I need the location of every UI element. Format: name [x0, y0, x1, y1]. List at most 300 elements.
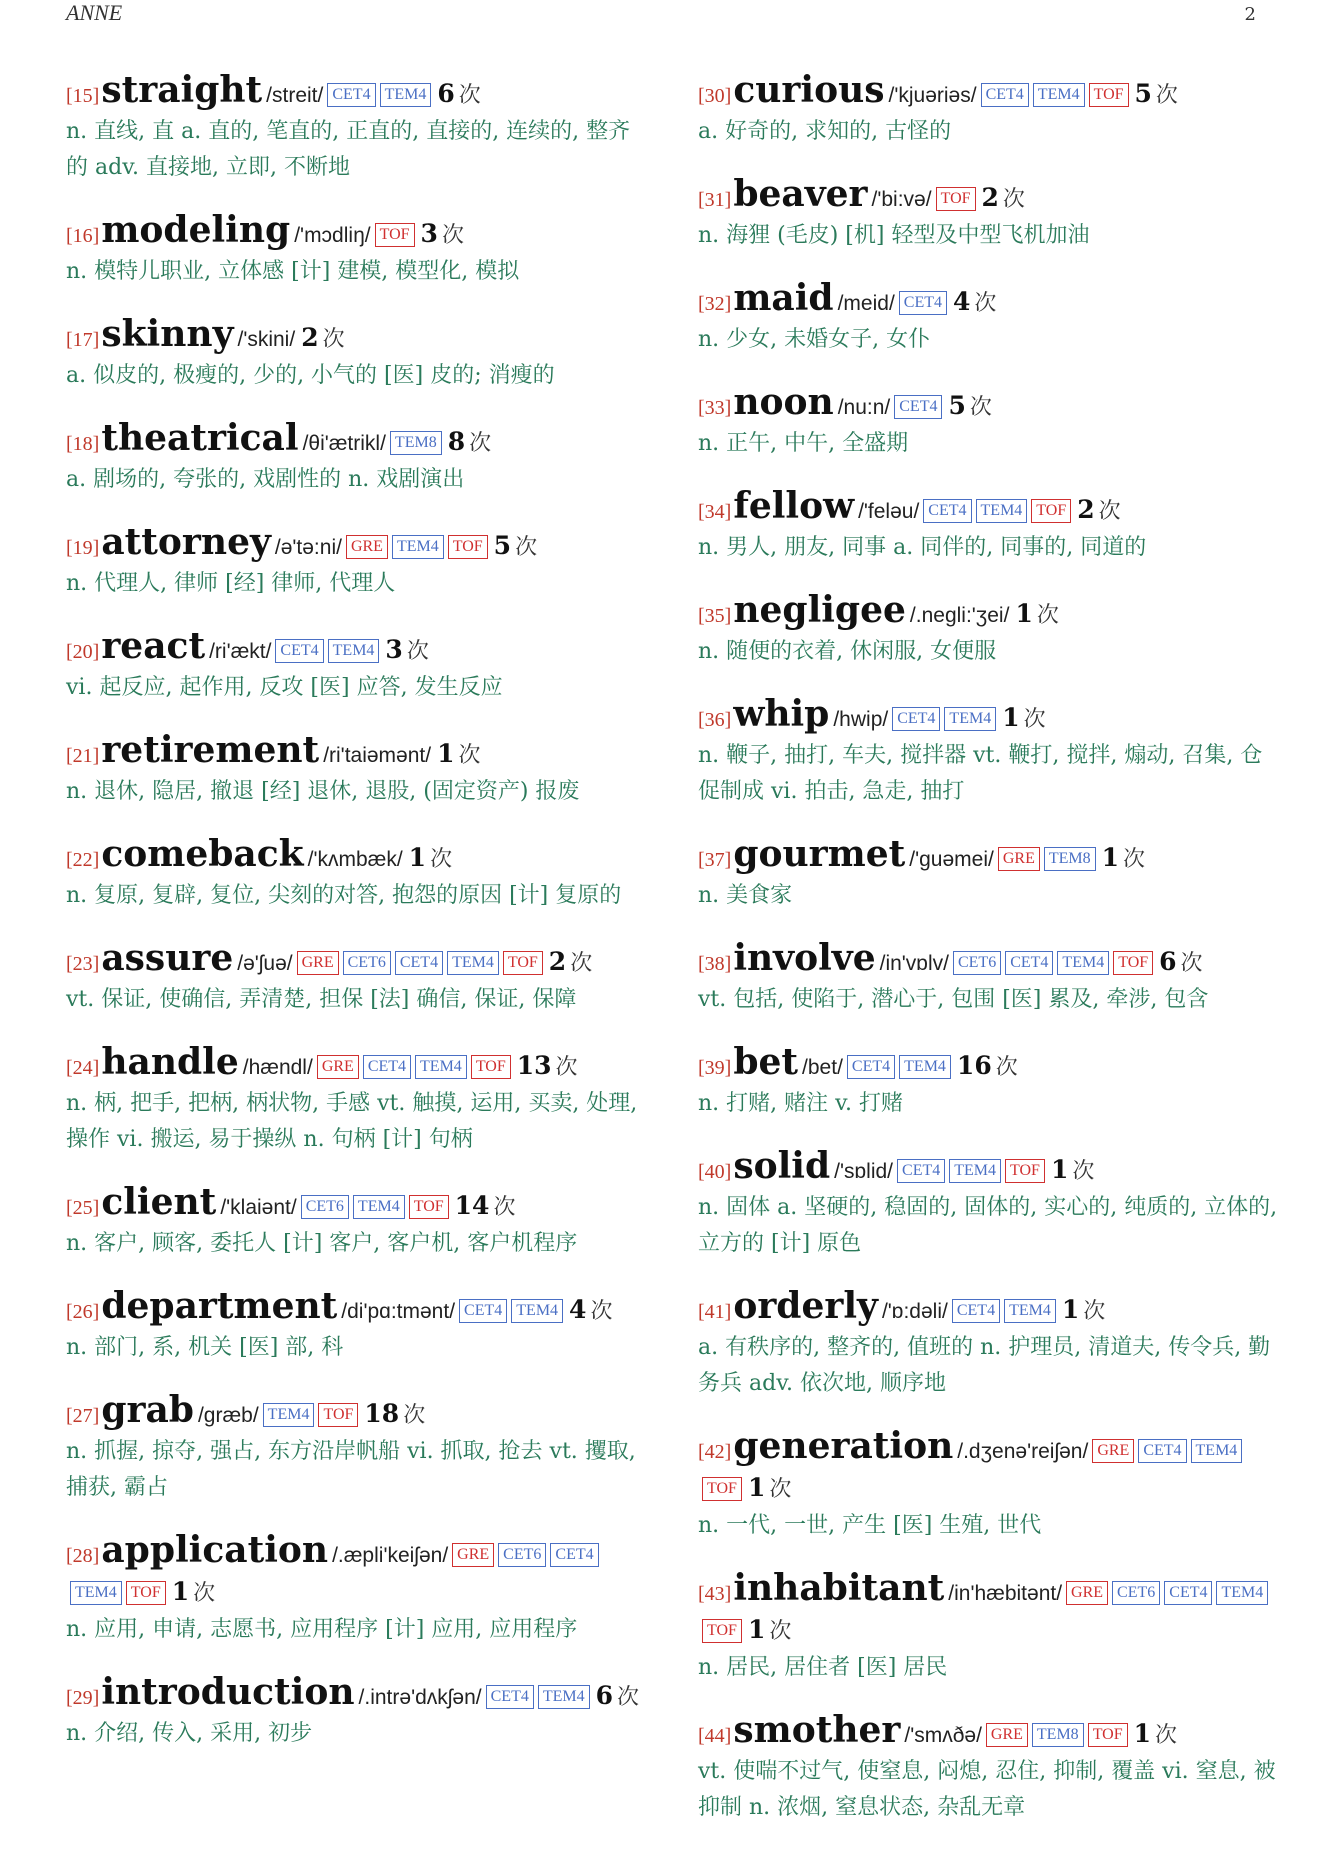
headword: orderly [733, 1285, 878, 1327]
frequency-count: 1 [1101, 843, 1120, 872]
exam-tag-tem4: TEM4 [70, 1581, 122, 1605]
headword: skinny [101, 313, 234, 355]
frequency-count: 14 [454, 1191, 490, 1220]
definition: a. 似皮的, 极瘦的, 少的, 小气的 [医] 皮的; 消瘦的 [66, 363, 555, 388]
entry-index: [30] [698, 85, 732, 107]
frequency-unit: 次 [469, 431, 492, 456]
exam-tag-tem4: TEM4 [944, 707, 996, 731]
frequency-count: 1 [747, 1473, 766, 1502]
frequency-unit: 次 [1036, 603, 1059, 628]
exam-tag-tem4: TEM4 [1033, 83, 1085, 107]
vocab-entry [698, 589, 1278, 670]
frequency-unit: 次 [974, 291, 997, 316]
frequency-count: 16 [956, 1051, 992, 1080]
phonetic: /.intrə'dʌkʃən/ [358, 1686, 482, 1709]
exam-tag-tem8: TEM8 [1032, 1723, 1084, 1747]
entry-index: [19] [66, 537, 100, 559]
headword: department [101, 1285, 338, 1327]
entry-index: [34] [698, 501, 732, 523]
frequency-count: 5 [1134, 79, 1152, 108]
vocab-entry [698, 833, 1278, 914]
headword: react [101, 625, 206, 667]
definition: n. 介绍, 传入, 采用, 初步 [66, 1721, 313, 1746]
entry-index: [20] [66, 641, 100, 663]
frequency-unit: 次 [1123, 847, 1146, 872]
entry-headline [66, 209, 646, 254]
definition: n. 海狸 (毛皮) [机] 轻型及中型飞机加油 [698, 223, 1090, 248]
entry-headline [66, 625, 646, 670]
entry-headline [66, 1389, 646, 1434]
vocab-entry [66, 729, 646, 810]
exam-tag-tem4: TEM4 [511, 1299, 563, 1323]
exam-tag-tem4: TEM4 [353, 1195, 405, 1219]
vocab-entry [698, 381, 1278, 462]
headword: inhabitant [733, 1567, 945, 1609]
entry-index: [21] [66, 745, 100, 767]
vocab-entry [66, 1671, 646, 1752]
definition: n. 应用, 申请, 志愿书, 应用程序 [计] 应用, 应用程序 [66, 1617, 578, 1642]
headword: noon [733, 381, 834, 423]
entry-headline [698, 277, 1278, 322]
frequency-count: 2 [301, 323, 319, 352]
headword: curious [733, 69, 885, 111]
headword: fellow [733, 485, 855, 527]
exam-tag-cet4: CET4 [550, 1543, 598, 1567]
exam-tag-cet4: CET4 [847, 1055, 895, 1079]
exam-tag-cet4: CET4 [486, 1685, 534, 1709]
frequency-unit: 次 [406, 639, 429, 664]
phonetic: /'ɒ:dəli/ [881, 1300, 948, 1323]
vocab-entry [698, 937, 1278, 1018]
vocab-entry [66, 1389, 646, 1506]
exam-tag-tof: TOF [503, 951, 543, 975]
vocab-entry [66, 1285, 646, 1366]
vocab-entry [66, 209, 646, 290]
frequency-count: 13 [516, 1051, 552, 1080]
entry-headline [698, 173, 1278, 218]
phonetic: /'guəmei/ [909, 848, 994, 871]
headword: straight [101, 69, 263, 111]
exam-tag-gre: GRE [1066, 1581, 1108, 1605]
entry-headline [66, 313, 646, 358]
frequency-count: 4 [569, 1295, 587, 1324]
entry-headline [698, 1145, 1278, 1190]
exam-tag-tem4: TEM4 [1216, 1581, 1268, 1605]
exam-tag-tem4: TEM4 [1004, 1299, 1056, 1323]
headword: whip [733, 693, 830, 735]
frequency-count: 8 [447, 427, 466, 456]
definition: n. 打赌, 赌注 v. 打赌 [698, 1091, 903, 1116]
exam-tag-tem4: TEM4 [380, 83, 432, 107]
phonetic: /ə'tə:ni/ [274, 536, 342, 559]
vocab-entry [66, 521, 646, 602]
phonetic: /ri'ækt/ [209, 640, 272, 663]
frequency-unit: 次 [1072, 1159, 1095, 1184]
exam-tag-tof: TOF [1005, 1159, 1045, 1183]
phonetic: /di'pɑ:tmənt/ [341, 1300, 456, 1323]
entry-index: [22] [66, 849, 100, 871]
entry-headline [698, 485, 1278, 530]
phonetic: /ri'taiəmənt/ [323, 744, 432, 767]
exam-tag-gre: GRE [346, 535, 388, 559]
exam-tag-cet4: CET4 [923, 499, 971, 523]
definition: n. 模特儿职业, 立体感 [计] 建模, 模型化, 模拟 [66, 259, 520, 284]
headword: bet [733, 1041, 799, 1083]
frequency-unit: 次 [1155, 1723, 1178, 1748]
frequency-unit: 次 [769, 1477, 792, 1502]
frequency-count: 3 [385, 635, 403, 664]
exam-tag-cet4: CET4 [1138, 1439, 1186, 1463]
phonetic: /nu:n/ [837, 396, 891, 419]
frequency-unit: 次 [570, 951, 593, 976]
exam-tag-cet4: CET4 [327, 83, 375, 107]
entry-index: [15] [66, 85, 100, 107]
entry-index: [35] [698, 605, 732, 627]
frequency-count: 1 [171, 1577, 190, 1606]
frequency-count: 5 [948, 391, 966, 420]
vocab-entry [66, 69, 646, 186]
exam-tag-gre: GRE [317, 1055, 359, 1079]
definition: n. 一代, 一世, 产生 [医] 生殖, 世代 [698, 1513, 1042, 1538]
headword: theatrical [101, 417, 299, 459]
entry-headline [698, 381, 1278, 426]
entry-index: [16] [66, 225, 100, 247]
frequency-unit: 次 [193, 1581, 216, 1606]
entry-index: [23] [66, 953, 100, 975]
definition: n. 抓握, 掠夺, 强占, 东方沿岸帆船 vi. 抓取, 抢去 vt. 攫取, 捕获, 霸占 [66, 1439, 636, 1500]
definition: n. 直线, 直 a. 直的, 笔直的, 正直的, 直接的, 连续的, 整齐的 adv. 直接地, 立即, 不断地 [66, 119, 631, 180]
entry-headline [66, 1041, 646, 1086]
exam-tag-gre: GRE [986, 1723, 1028, 1747]
definition: a. 好奇的, 求知的, 古怪的 [698, 119, 952, 144]
exam-tag-tem4: TEM4 [415, 1055, 467, 1079]
entry-headline [698, 1285, 1278, 1330]
phonetic: /in'vɒlv/ [879, 952, 949, 975]
definition: vt. 保证, 使确信, 弄清楚, 担保 [法] 确信, 保证, 保障 [66, 987, 577, 1012]
exam-tag-cet4: CET4 [1164, 1581, 1212, 1605]
frequency-count: 6 [595, 1681, 614, 1710]
entry-headline [698, 1567, 1278, 1650]
headword: application [101, 1529, 329, 1571]
exam-tag-cet4: CET4 [897, 1159, 945, 1183]
definition: vt. 使喘不过气, 使窒息, 闷熄, 忍住, 抑制, 覆盖 vi. 窒息, 被抑制 n. 浓烟, 窒息状态, 杂乱无章 [698, 1759, 1276, 1820]
headword: attorney [101, 521, 271, 563]
phonetic: /'mɔdliŋ/ [294, 224, 371, 247]
entry-headline [66, 1285, 646, 1330]
headword: beaver [733, 173, 868, 215]
exam-tag-gre: GRE [1092, 1439, 1134, 1463]
headword: modeling [101, 209, 291, 251]
entry-index: [39] [698, 1057, 732, 1079]
entry-index: [26] [66, 1301, 100, 1323]
vocab-entry [698, 1285, 1278, 1402]
definition: n. 随便的衣着, 休闲服, 女便服 [698, 639, 997, 664]
exam-tag-gre: GRE [452, 1543, 494, 1567]
exam-tag-gre: GRE [297, 951, 339, 975]
phonetic: /.æpli'keiʃən/ [332, 1544, 449, 1567]
headword: gourmet [733, 833, 906, 875]
entry-index: [40] [698, 1161, 732, 1183]
frequency-count: 3 [420, 219, 438, 248]
entry-headline [66, 937, 646, 982]
headword: introduction [101, 1671, 355, 1713]
frequency-count: 1 [1002, 703, 1020, 732]
exam-tag-cet4: CET4 [899, 291, 947, 315]
frequency-unit: 次 [458, 83, 481, 108]
frequency-unit: 次 [493, 1195, 516, 1220]
exam-tag-tof: TOF [1088, 1723, 1128, 1747]
frequency-unit: 次 [458, 743, 481, 768]
definition: n. 复原, 复辟, 复位, 尖刻的对答, 抱怨的原因 [计] 复原的 [66, 883, 622, 908]
entry-headline [698, 1709, 1278, 1754]
entry-headline [66, 1181, 646, 1226]
frequency-unit: 次 [769, 1619, 792, 1644]
phonetic: /θi'ætrikl/ [302, 432, 386, 455]
exam-tag-tem4: TEM4 [447, 951, 499, 975]
exam-tag-tem4: TEM4 [1057, 951, 1109, 975]
exam-tag-tof: TOF [936, 187, 976, 211]
vocab-entry [66, 1041, 646, 1158]
vocab-entry [698, 693, 1278, 810]
entry-index: [32] [698, 293, 732, 315]
frequency-unit: 次 [1023, 707, 1046, 732]
frequency-unit: 次 [555, 1055, 578, 1080]
definition: n. 柄, 把手, 把柄, 柄状物, 手感 vt. 触摸, 运用, 买卖, 处理, 操作 vi. 搬运, 易于操纵 n. 句柄 [计] 句柄 [66, 1091, 638, 1152]
headword: smother [733, 1709, 901, 1751]
entry-headline [698, 833, 1278, 878]
exam-tag-cet4: CET4 [363, 1055, 411, 1079]
entry-index: [29] [66, 1687, 100, 1709]
exam-tag-cet4: CET4 [981, 83, 1029, 107]
frequency-count: 1 [408, 843, 427, 872]
exam-tag-tof: TOF [702, 1619, 742, 1643]
exam-tag-cet4: CET4 [459, 1299, 507, 1323]
headword: handle [101, 1041, 239, 1083]
exam-tag-gre: GRE [998, 847, 1040, 871]
vocab-entry [66, 833, 646, 914]
exam-tag-tof: TOF [318, 1403, 358, 1427]
phonetic: /in'hæbitənt/ [948, 1582, 1063, 1605]
definition: n. 退休, 隐居, 撤退 [经] 退休, 退股, (固定资产) 报废 [66, 779, 580, 804]
headword: comeback [101, 833, 304, 875]
frequency-unit: 次 [969, 395, 992, 420]
frequency-unit: 次 [1155, 83, 1178, 108]
vocab-entry [698, 173, 1278, 254]
exam-tag-tof: TOF [448, 535, 488, 559]
entry-headline [698, 937, 1278, 982]
frequency-count: 1 [437, 739, 455, 768]
headword: involve [733, 937, 876, 979]
definition: n. 少女, 未婚女子, 女仆 [698, 327, 931, 352]
frequency-unit: 次 [1098, 499, 1121, 524]
vocab-entry [66, 625, 646, 706]
frequency-count: 1 [1133, 1719, 1152, 1748]
vocab-entry [698, 1041, 1278, 1122]
exam-tag-cet6: CET6 [343, 951, 391, 975]
definition: n. 客户, 顾客, 委托人 [计] 客户, 客户机, 客户机程序 [66, 1231, 578, 1256]
entry-index: [17] [66, 329, 100, 351]
exam-tag-cet4: CET4 [395, 951, 443, 975]
exam-tag-tof: TOF [375, 223, 415, 247]
headword: grab [101, 1389, 194, 1431]
headword: retirement [101, 729, 320, 771]
exam-tag-cet6: CET6 [301, 1195, 349, 1219]
headword: client [101, 1181, 217, 1223]
phonetic: /hwip/ [833, 708, 889, 731]
definition: n. 居民, 居住者 [医] 居民 [698, 1655, 948, 1680]
exam-tag-tem4: TEM4 [392, 535, 444, 559]
frequency-unit: 次 [1180, 951, 1203, 976]
page-header [66, 0, 1256, 30]
exam-tag-cet4: CET4 [275, 639, 323, 663]
headword: maid [733, 277, 834, 319]
frequency-count: 1 [1050, 1155, 1069, 1184]
definition: n. 代理人, 律师 [经] 律师, 代理人 [66, 571, 396, 596]
entry-index: [36] [698, 709, 732, 731]
entry-index: [43] [698, 1583, 732, 1605]
headword: negligee [733, 589, 906, 631]
phonetic: /'smʌðə/ [904, 1724, 982, 1747]
vocab-entry [66, 1181, 646, 1262]
exam-tag-cet4: CET4 [952, 1299, 1000, 1323]
entry-index: [38] [698, 953, 732, 975]
entry-index: [41] [698, 1301, 732, 1323]
frequency-unit: 次 [995, 1055, 1018, 1080]
exam-tag-tem4: TEM4 [328, 639, 380, 663]
definition: vt. 包括, 使陷于, 潜心于, 包围 [医] 累及, 牵涉, 包含 [698, 987, 1209, 1012]
headword: solid [733, 1145, 831, 1187]
page-number: 2 [1244, 4, 1256, 25]
exam-tag-cet4: CET4 [892, 707, 940, 731]
entry-headline [66, 833, 646, 878]
definition: a. 剧场的, 夸张的, 戏剧性的 n. 戏剧演出 [66, 467, 465, 492]
exam-tag-tof: TOF [702, 1477, 742, 1501]
exam-tag-cet4: CET4 [894, 395, 942, 419]
phonetic: /.negli:'ʒei/ [909, 604, 1010, 627]
frequency-unit: 次 [617, 1685, 640, 1710]
exam-tag-tem4: TEM4 [263, 1403, 315, 1427]
phonetic: /ə'ʃuə/ [237, 952, 293, 975]
frequency-unit: 次 [441, 223, 464, 248]
phonetic: /'bi:və/ [871, 188, 932, 211]
headword: assure [101, 937, 234, 979]
frequency-unit: 次 [590, 1299, 613, 1324]
entry-headline [66, 69, 646, 114]
entry-index: [31] [698, 189, 732, 211]
frequency-count: 6 [1159, 947, 1177, 976]
entry-index: [27] [66, 1405, 100, 1427]
entry-headline [66, 417, 646, 462]
definition: vi. 起反应, 起作用, 反攻 [医] 应答, 发生反应 [66, 675, 503, 700]
exam-tag-tem4: TEM4 [899, 1055, 951, 1079]
entry-index: [18] [66, 433, 100, 455]
phonetic: /meid/ [837, 292, 895, 315]
phonetic: /'sɒlid/ [834, 1160, 894, 1183]
frequency-count: 6 [437, 79, 455, 108]
frequency-unit: 次 [1002, 187, 1025, 212]
entry-index: [33] [698, 397, 732, 419]
vocab-entry [698, 1145, 1278, 1262]
frequency-count: 2 [548, 947, 567, 976]
definition: n. 部门, 系, 机关 [医] 部, 科 [66, 1335, 344, 1360]
vocab-entry [66, 937, 646, 1018]
phonetic: /'kʌmbæk/ [307, 848, 403, 871]
vocab-entry [66, 417, 646, 498]
definition: a. 有秩序的, 整齐的, 值班的 n. 护理员, 清道夫, 传令兵, 勤务兵 adv. 依次地, 顺序地 [698, 1335, 1271, 1396]
phonetic: /bet/ [802, 1056, 843, 1079]
definition: n. 美食家 [698, 883, 793, 908]
exam-tag-tem4: TEM4 [976, 499, 1028, 523]
definition: n. 固体 a. 坚硬的, 稳固的, 固体的, 实心的, 纯质的, 立体的, 立方的 [计] 原色 [698, 1195, 1278, 1256]
header-title: ANNE [66, 0, 123, 25]
vocab-entry [66, 313, 646, 394]
entry-headline [698, 1425, 1278, 1508]
frequency-count: 4 [953, 287, 971, 316]
frequency-count: 1 [1015, 599, 1033, 628]
exam-tag-tem8: TEM8 [1044, 847, 1096, 871]
phonetic: /hændl/ [242, 1056, 313, 1079]
phonetic: /.dʒenə'reiʃən/ [957, 1440, 1089, 1463]
phonetic: /'klaiənt/ [220, 1196, 297, 1219]
headword: generation [733, 1425, 954, 1467]
exam-tag-tof: TOF [409, 1195, 449, 1219]
exam-tag-tof: TOF [126, 1581, 166, 1605]
frequency-unit: 次 [1083, 1299, 1106, 1324]
phonetic: /streit/ [266, 84, 324, 107]
vocab-entry [698, 277, 1278, 358]
definition: n. 鞭子, 抽打, 车夫, 搅拌器 vt. 鞭打, 搅拌, 煽动, 召集, 仓促制成 vi. 拍击, 急走, 抽打 [698, 743, 1263, 804]
vocab-entry [698, 485, 1278, 566]
exam-tag-tof: TOF [471, 1055, 511, 1079]
frequency-unit: 次 [515, 535, 538, 560]
frequency-unit: 次 [430, 847, 453, 872]
frequency-count: 5 [493, 531, 512, 560]
entry-index: [42] [698, 1441, 732, 1463]
exam-tag-tem4: TEM4 [538, 1685, 590, 1709]
right-column [698, 69, 1278, 1852]
vocab-entry [698, 69, 1278, 150]
phonetic: /græb/ [197, 1404, 259, 1427]
entry-headline [698, 693, 1278, 738]
definition: n. 男人, 朋友, 同事 a. 同伴的, 同事的, 同道的 [698, 535, 1147, 560]
exam-tag-tof: TOF [1089, 83, 1129, 107]
entry-headline [66, 1529, 646, 1612]
frequency-count: 1 [747, 1615, 766, 1644]
exam-tag-tem8: TEM8 [390, 431, 442, 455]
exam-tag-cet4: CET4 [1005, 951, 1053, 975]
exam-tag-tof: TOF [1113, 951, 1153, 975]
entry-headline [66, 729, 646, 774]
entry-index: [44] [698, 1725, 732, 1747]
entry-index: [24] [66, 1057, 100, 1079]
definition: n. 正午, 中午, 全盛期 [698, 431, 909, 456]
entry-index: [25] [66, 1197, 100, 1219]
entry-headline [66, 1671, 646, 1716]
vocab-entry [698, 1567, 1278, 1686]
frequency-count: 1 [1061, 1295, 1080, 1324]
vocab-entry [698, 1709, 1278, 1826]
vocab-entry [66, 1529, 646, 1648]
entry-headline [66, 521, 646, 566]
entry-headline [698, 1041, 1278, 1086]
exam-tag-tem4: TEM4 [949, 1159, 1001, 1183]
phonetic: /'feləu/ [858, 500, 920, 523]
frequency-unit: 次 [322, 327, 345, 352]
frequency-unit: 次 [403, 1403, 426, 1428]
entry-headline [698, 589, 1278, 634]
entry-index: [37] [698, 849, 732, 871]
frequency-count: 2 [981, 183, 999, 212]
